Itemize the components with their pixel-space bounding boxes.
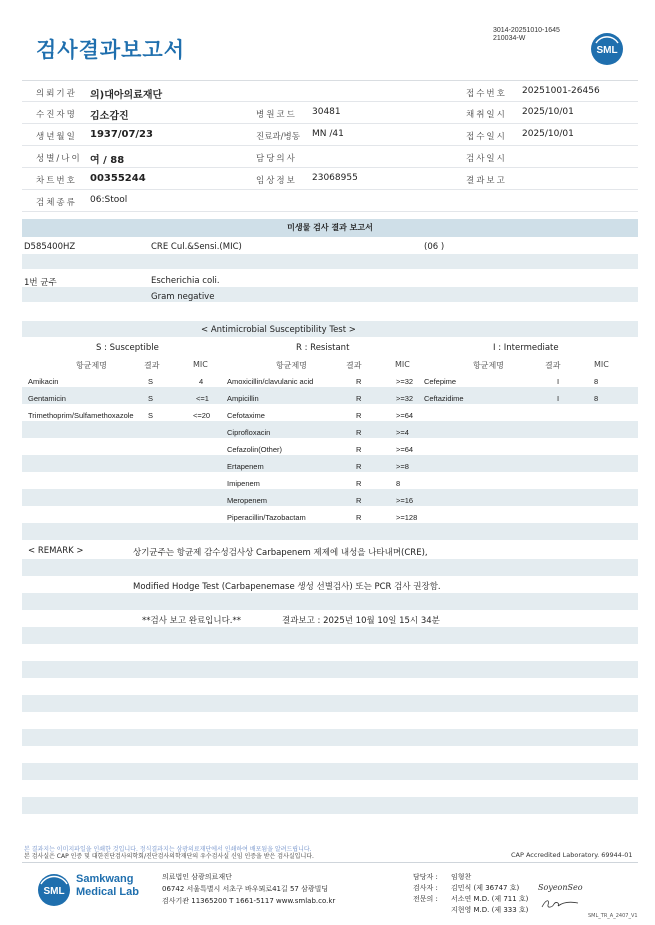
col3-result-header: 결과 xyxy=(545,361,561,370)
ast-drug: Ertapenem xyxy=(227,462,264,471)
ast-result: S xyxy=(148,377,154,386)
info-row-sex-age xyxy=(22,146,638,168)
ast-drug: Cefotaxime xyxy=(227,411,265,420)
birth-label: 생년월일 xyxy=(36,132,77,142)
ast-result: S xyxy=(148,411,154,420)
ast-drug: Cefepime xyxy=(424,377,457,386)
receipt-no-value: 20251001-26456 xyxy=(522,86,600,96)
examiner-name: 김민식 (제 36747 호) xyxy=(451,884,520,892)
report-time: 결과보고 : 2025년 10월 10일 15시 34분 xyxy=(282,616,440,626)
ast-mic: 4 xyxy=(199,377,204,386)
specimen-label: 검체종류 xyxy=(36,198,77,208)
ast-mic: <=20 xyxy=(193,411,211,420)
signature-2 xyxy=(540,896,580,915)
ast-mic: 8 xyxy=(594,394,599,403)
specimen-value: 06:Stool xyxy=(90,195,128,205)
clinical-info-value: 23068955 xyxy=(312,173,358,183)
section-title: 미생물 검사 결과 보고서 xyxy=(22,219,638,237)
test-code: D585400HZ xyxy=(24,242,76,252)
ast-result: R xyxy=(356,377,362,386)
ast-result: R xyxy=(356,411,362,420)
dept-ward-label: 진료과/병동 xyxy=(256,132,300,142)
stripe-band xyxy=(22,695,638,712)
ast-mic: <=1 xyxy=(196,394,209,403)
ast-drug: Imipenem xyxy=(227,479,260,488)
signature-1: SoyeonSeo xyxy=(538,883,583,892)
ast-drug: Gentamicin xyxy=(28,394,66,403)
ast-mic: >=64 xyxy=(396,445,414,454)
footer-accreditation-note: 본 검사실은 CAP 인증 및 대한진단검사의학회/진단검사의학재단의 우수검사실 신임 인증을 받은 검사실입니다. xyxy=(24,853,314,860)
test-suffix: (06 ) xyxy=(424,242,445,252)
stripe-band xyxy=(22,593,638,610)
ast-drug: Cefazolin(Other) xyxy=(227,445,283,454)
stripe-band xyxy=(22,287,638,302)
stripe-band xyxy=(22,729,638,746)
info-row-name xyxy=(22,102,638,124)
samkwang-logo xyxy=(36,872,74,912)
stripe-band xyxy=(22,254,638,269)
ast-result: S xyxy=(148,394,154,403)
organism-label: 1번 균주 xyxy=(24,278,57,288)
name-label: 수진자명 xyxy=(36,110,77,120)
col3-drug-header: 항균제명 xyxy=(473,361,504,370)
ast-mic: 8 xyxy=(396,479,401,488)
lab-name xyxy=(76,873,139,899)
ast-result: I xyxy=(557,394,560,403)
info-row-institution xyxy=(22,80,638,102)
stripe-band xyxy=(22,661,638,678)
institution-value: 의)대아의료재단 xyxy=(90,90,163,101)
signatories-names xyxy=(451,872,528,916)
specialist2-name: 지현영 M.D. (제 333 호) xyxy=(451,906,529,914)
info-row-birth xyxy=(22,124,638,146)
stripe-band xyxy=(22,763,638,780)
test-name: CRE Cul.&Sensi.(MIC) xyxy=(151,242,242,252)
ast-mic: >=64 xyxy=(396,411,414,420)
info-row-chart xyxy=(22,168,638,190)
document-id-line1: 3014-20251010-1645 xyxy=(493,27,560,34)
lab-org: 의료법인 삼광의료재단 xyxy=(162,873,232,881)
ast-title: < Antimicrobial Susceptibility Test > xyxy=(201,325,356,335)
lab-name-line1: Samkwang xyxy=(76,873,134,885)
col1-drug-header: 항균제명 xyxy=(76,361,107,370)
ast-result: R xyxy=(356,513,362,522)
result-report-label: 결과보고 xyxy=(466,176,507,186)
name-value: 김소감진 xyxy=(90,111,129,122)
organism-name: Escherichia coli. xyxy=(151,276,220,286)
specialist1-name: 서소연 M.D. (제 711 호) xyxy=(451,895,529,903)
document-id-line2: 210034-W xyxy=(493,35,526,42)
collection-date-value: 2025/10/01 xyxy=(522,107,574,117)
cap-accreditation: CAP Accredited Laboratory. 69944-01 xyxy=(511,851,633,859)
ast-mic: >=32 xyxy=(396,377,414,386)
sml-logo xyxy=(590,32,624,66)
sex-age-value: 여 / 88 xyxy=(90,155,125,166)
stripe-band xyxy=(22,797,638,814)
sex-age-label: 성별/나이 xyxy=(36,154,82,164)
receipt-date-label: 접수일시 xyxy=(466,132,507,142)
ast-result: R xyxy=(356,428,362,437)
manager-label: 담당자 : xyxy=(413,873,438,881)
stripe-band xyxy=(22,421,638,438)
col1-result-header: 결과 xyxy=(144,361,160,370)
clinical-info-label: 임상정보 xyxy=(256,176,297,186)
hospital-code-label: 병원코드 xyxy=(256,110,297,120)
birth-value: 1937/07/23 xyxy=(90,129,153,140)
ast-mic: >=16 xyxy=(396,496,414,505)
ast-drug: Meropenem xyxy=(227,496,268,505)
page-title: 검사결과보고서 xyxy=(36,38,186,62)
col2-drug-header: 항균제명 xyxy=(276,361,307,370)
receipt-no-label: 접수번호 xyxy=(466,89,507,99)
ast-result: R xyxy=(356,496,362,505)
collection-date-label: 채취일시 xyxy=(466,110,507,120)
stripe-band xyxy=(22,387,638,404)
ast-drug: Ampicillin xyxy=(227,394,259,403)
manager-name: 임형찬 xyxy=(451,873,472,881)
remark-line2: Modified Hodge Test (Carbapenemase 생성 선별검사) 또는 PCR 검사 권장함. xyxy=(133,582,441,592)
legend-intermediate: I : Intermediate xyxy=(493,343,559,353)
lab-contact: 검사기관 11365200 T 1661-5117 www.smlab.co.kr xyxy=(162,897,336,905)
legend-susceptible: S : Susceptible xyxy=(96,343,159,353)
footer-print-note: 본 결과지는 이미지파일을 인쇄한 것입니다. 정식결과지는 삼광의료재단에서 인쇄하여 배포됨을 알려드립니다. xyxy=(24,846,312,853)
ast-drug: Ciprofloxacin xyxy=(227,428,271,437)
gram-stain: Gram negative xyxy=(151,292,215,302)
ast-mic: 8 xyxy=(594,377,599,386)
stripe-band xyxy=(22,523,638,540)
samkwang-logo-text: SML xyxy=(43,886,65,897)
lab-address xyxy=(162,871,335,907)
ast-result: R xyxy=(356,479,362,488)
chart-no-value: 00355244 xyxy=(90,173,146,184)
specialist-label: 전문의 : xyxy=(413,895,438,903)
hospital-code-value: 30481 xyxy=(312,107,341,117)
report-complete: **검사 보고 완료입니다.** xyxy=(142,616,242,626)
examiner-label: 검사자 : xyxy=(413,884,438,892)
receipt-date-value: 2025/10/01 xyxy=(522,129,574,139)
remark-label: < REMARK > xyxy=(28,546,84,556)
lab-name-line2: Medical Lab xyxy=(76,886,139,898)
col1-mic-header: MIC xyxy=(193,360,208,369)
sml-logo-text: SML xyxy=(596,45,618,56)
ast-drug: Piperacillin/Tazobactam xyxy=(227,513,306,522)
remark-line1: 상기균주는 항균제 감수성검사상 Carbapenem 제제에 내성을 나타내며(CRE), xyxy=(133,548,428,558)
col2-mic-header: MIC xyxy=(395,360,410,369)
ast-mic: >=8 xyxy=(396,462,409,471)
ast-result: R xyxy=(356,445,362,454)
ast-mic: >=4 xyxy=(396,428,409,437)
ast-drug: Ceftazidime xyxy=(424,394,464,403)
ast-drug: Amikacin xyxy=(28,377,59,386)
stripe-band xyxy=(22,627,638,644)
col2-result-header: 결과 xyxy=(346,361,362,370)
ast-mic: >=128 xyxy=(396,513,418,522)
form-code: SML_TR_A_2407_V1 xyxy=(588,913,638,919)
dept-ward-value: MN /41 xyxy=(312,129,344,139)
chart-no-label: 차트번호 xyxy=(36,176,77,186)
stripe-band xyxy=(22,489,638,506)
stripe-band xyxy=(22,455,638,472)
ast-drug: Trimethoprim/Sulfamethoxazole xyxy=(28,411,134,420)
document-id xyxy=(493,27,560,43)
legend-resistant: R : Resistant xyxy=(296,343,350,353)
ast-result: R xyxy=(356,462,362,471)
footer-divider xyxy=(22,862,638,863)
col3-mic-header: MIC xyxy=(594,360,609,369)
institution-label: 의뢰기관 xyxy=(36,89,77,99)
ast-result: I xyxy=(557,377,560,386)
ast-drug: Amoxicillin/clavulanic acid xyxy=(227,377,314,386)
doctor-label: 담당의사 xyxy=(256,154,297,164)
ast-mic: >=32 xyxy=(396,394,414,403)
signatories-labels xyxy=(413,872,438,905)
ast-result: R xyxy=(356,394,362,403)
test-date-label: 검사일시 xyxy=(466,154,507,164)
stripe-band xyxy=(22,559,638,576)
lab-street: 06742 서울특별시 서초구 바우뫼로41길 57 삼광빌딩 xyxy=(162,885,329,893)
info-row-specimen xyxy=(22,190,638,212)
